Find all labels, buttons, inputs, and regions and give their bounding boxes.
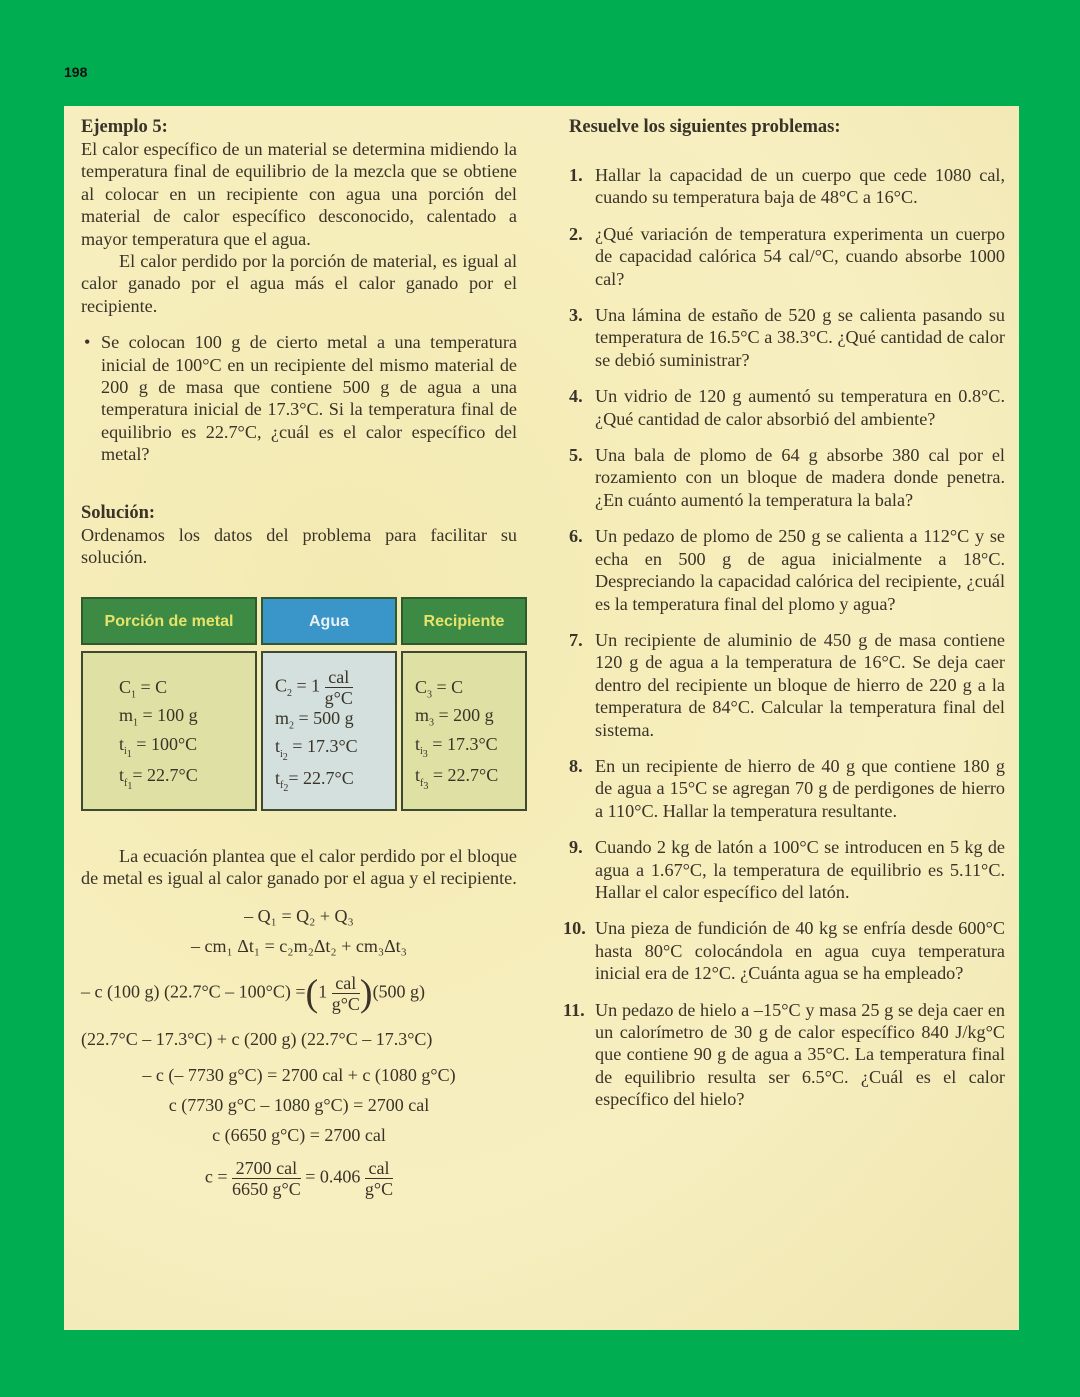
cell-recipiente: [401, 651, 527, 811]
problem-10: 10. Una pieza de fundición de 40 kg se enfría desde 600°C hasta 80°C colocándola en agua cuya temperatura inicial era de 12°C. ¿Cuánta agua se ha empleado?: [563, 918, 1005, 984]
metal-tf: $t_{f_1}= 22.7^\circ C$: [119, 765, 198, 792]
header-metal: Porción de metal: [81, 597, 257, 645]
equation-3: – c (100 g) (22.7°C – 100°C) =(1 $\frac{\text{cal}}{g^\circ C}$ )(500 g): [81, 972, 426, 1015]
equation-2: – cm₁ Δt₁ = c₂m₂Δt₂ + cm₃Δt₃: [191, 936, 407, 957]
problem-3: 3. Una lámina de estaño de 520 g se calienta pasando su temperatura de 16.5°C a 38.3°C. ¿Qué cantidad de calor se debió suministrar?: [569, 305, 1005, 370]
right-column: [563, 116, 1005, 1125]
equation-1: – Q₁ = Q₂ + Q₃: [244, 906, 354, 927]
bullet-icon: •: [84, 332, 91, 353]
equation-7: c (6650 g°C) = 2700 cal: [212, 1125, 386, 1146]
recipiente-ti: $t_{i_3} = 17.3^\circ C$: [415, 733, 498, 761]
header-agua: Agua: [261, 597, 397, 645]
problem-11: 11. Un pedazo de hielo a –15°C y masa 25 g se deja caer en un calorímetro de 30 g de calor específico 840 J/kg°C que contiene 90 g de agua a 35°C. La temperatura final de equilibrio resulta ser 6.5°C. ¿Cuál es el calor específico del hielo?: [563, 999, 1005, 1110]
problem-6: 6. Un pedazo de plomo de 250 g se calienta a 112°C y se echa en 500 g de agua inicialmente a 18°C. Despreciando la capacidad calórica del recipiente, ¿cuál es la temperatura final del plomo y agua?: [569, 526, 1005, 614]
equation-8: c = $\frac{\text{2700 cal}}{6650 g^\circ C}$ = 0.406 $\frac{\text{cal}}{g^\circ C}$: [204, 1158, 394, 1200]
equation-5: – c (– 7730 g°C) = 2700 cal + c (1080 g°C): [142, 1065, 456, 1086]
example-problem: [81, 331, 517, 465]
problem-7: 7. Un recipiente de aluminio de 450 g de masa contiene 120 g de agua a la temperatura de 16°C. Se deja caer dentro del recipiente un bloque de hierro de 220 g a la temperatura de 84°C. Calcular la temperatura final del sistema.: [569, 629, 1005, 740]
problem-9: 9. Cuando 2 kg de latón a 100°C se introducen en 5 kg de agua a 1.67°C, la temperatura de equilibrio es 5.11°C. Hallar el calor específico del latón.: [569, 837, 1005, 902]
equation-6: c (7730 g°C – 1080 g°C) = 2700 cal: [168, 1095, 430, 1116]
page-number: 198: [64, 64, 88, 80]
problem-5: 5. Una bala de plomo de 64 g absorbe 380 cal por el rozamiento con un bloque de madera donde penetra. ¿En cuánto aumentó la temperatura la bala?: [569, 445, 1005, 510]
recipiente-m: $m_3 = 200$ g: [415, 705, 494, 729]
agua-c: $C_2 = 1$ $\frac{\text{cal}}{g^\circ C}$: [275, 666, 353, 708]
solution-text: Ordenamos los datos del problema para facilitar su solución.: [81, 524, 517, 568]
agua-m: $m_2 = 500$ g: [275, 707, 354, 732]
recipiente-c: $C_3 = C$: [415, 676, 464, 701]
data-table: [81, 597, 527, 811]
recipiente-tf: $t_{f_3} = 22.7^\circ C$: [415, 765, 499, 792]
textbook-page: [64, 106, 1019, 1330]
problem-2: 2. ¿Qué variación de temperatura experimenta un cuerpo de capacidad calórica 54 cal/°C, cuando absorbe 1000 cal?: [569, 223, 1005, 289]
equation-intro: La ecuación plantea que el calor perdido por el bloque de metal es igual al calor ganado por el agua y el recipiente.: [81, 845, 517, 888]
problem-1: 1. Hallar la capacidad de un cuerpo que cede 1080 cal, cuando su temperatura baja de 48°C a 16°C.: [569, 165, 1005, 208]
metal-c: $C_1 = C$: [119, 676, 168, 701]
equations: [81, 901, 517, 1199]
cell-agua: [261, 651, 397, 811]
example-title: Ejemplo 5:: [81, 117, 168, 137]
intro-paragraph-2: El calor perdido por la porción de material, es igual al calor ganado por el agua más el calor ganado por el recipiente.: [81, 251, 517, 316]
exercises-title: Resuelve los siguientes problemas:: [569, 117, 841, 137]
agua-c-fraction: $\frac{\text{cal}}{g^\circ C}$: [324, 666, 353, 708]
equation-4: (22.7°C – 17.3°C) + c (200 g) (22.7°C – 17.3°C): [81, 1029, 433, 1050]
metal-ti: $t_{i_1} = 100^\circ C$: [119, 733, 198, 761]
cell-metal: [81, 651, 257, 811]
solution-title: Solución:: [81, 502, 156, 523]
problem-8: 8. En un recipiente de hierro de 40 g que contiene 180 g de agua a 15°C se agregan 70 g de perdigones de hierro a 110°C. Hallar la temperatura resultante.: [569, 755, 1005, 821]
agua-ti: $t_{i_2} = 17.3^\circ C$: [275, 736, 358, 763]
intro-paragraph-1: El calor específico de un material se determina midiendo la temperatura final de equilibrio de la mezcla que se obtiene al colocar en un recipiente con agua una porción del material de calor específico desconocido, calentado a mayor temperatura que el agua.: [81, 139, 517, 249]
left-column: [81, 116, 517, 1199]
example-problem-text: Se colocan 100 g de cierto metal a una temperatura inicial de 100°C en un recipiente del mismo material de 200 g de masa que contiene 500 g de agua a una temperatura inicial de 17.3°C. Si la temperatura final de equilibrio es 22.7°C, ¿cuál es el calor específico del metal?: [101, 332, 517, 465]
header-recipiente: Recipiente: [401, 597, 527, 645]
problem-4: 4. Un vidrio de 120 g aumentó su temperatura en 0.8°C. ¿Qué cantidad de calor absorbió del ambiente?: [569, 386, 1005, 429]
agua-tf: $t_{f_2}= 22.7^\circ C$: [275, 767, 354, 795]
metal-m: $m_1 = 100$ g: [119, 705, 198, 729]
